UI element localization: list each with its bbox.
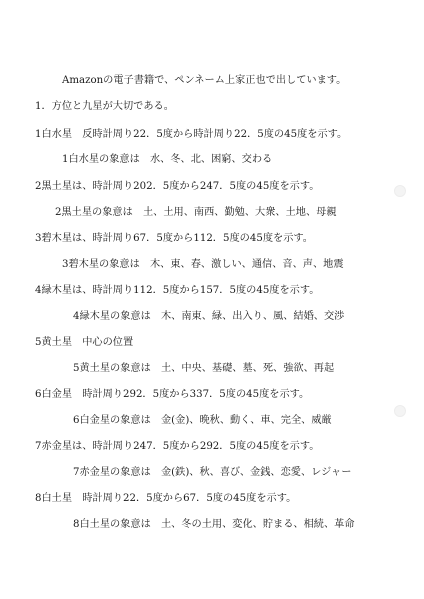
star-direction-line: 3碧木星は、時計周り67．5度から112．5度の45度を示す。 [35,233,313,244]
star-meaning-line: 8白土星の象意は 土、冬の土用、変化、貯まる、相続、革命 [73,519,355,530]
star-meaning-line: 5黄土星の象意は 土、中央、基礎、墓、死、強欲、再起 [73,363,335,374]
star-meaning-line: 1白水星の象意は 水、冬、北、困窮、交わる [62,154,273,165]
star-direction-line: 1白水星 反時計周り22．5度から時計周り22．5度の45度を示す。 [35,129,348,140]
star-meaning-line: 4緑木星の象意は 木、南東、緑、出入り、風、結婚、交渉 [73,311,345,322]
star-meaning-line: 6白金星の象意は 金(金)、晩秋、動く、車、完全、威厳 [73,415,332,426]
star-meaning-line: 2黒土星の象意は 土、土用、南西、勤勉、大衆、土地、母親 [55,207,337,218]
intro-line: Amazonの電子書籍で、ペンネーム上家正也で出しています。 [62,75,347,86]
star-direction-line: 4緑木星は、時計周り112．5度から157．5度の45度を示す。 [35,285,320,296]
star-direction-line: 6白金星 時計周り292．5度から337．5度の45度を示す。 [35,389,310,400]
star-direction-line: 8白土星 時計周り22．5度から67．5度の45度を示す。 [35,493,297,504]
star-meaning-line: 3碧木星の象意は 木、東、春、激しい、通信、音、声、地震 [62,259,344,270]
star-direction-line: 2黒土星は、時計周り202．5度から247．5度の45度を示す。 [35,181,320,192]
binder-hole [394,405,406,417]
star-direction-line: 7赤金星は、時計周り247．5度から292．5度の45度を示す。 [35,441,320,452]
star-direction-line: 5黄土星 中心の位置 [35,337,134,348]
binder-hole [394,185,406,197]
section-heading: 1．方位と九星が大切である。 [35,101,174,112]
star-meaning-line: 7赤金星の象意は 金(鉄)、秋、喜び、金銭、恋愛、レジャー [73,467,352,478]
